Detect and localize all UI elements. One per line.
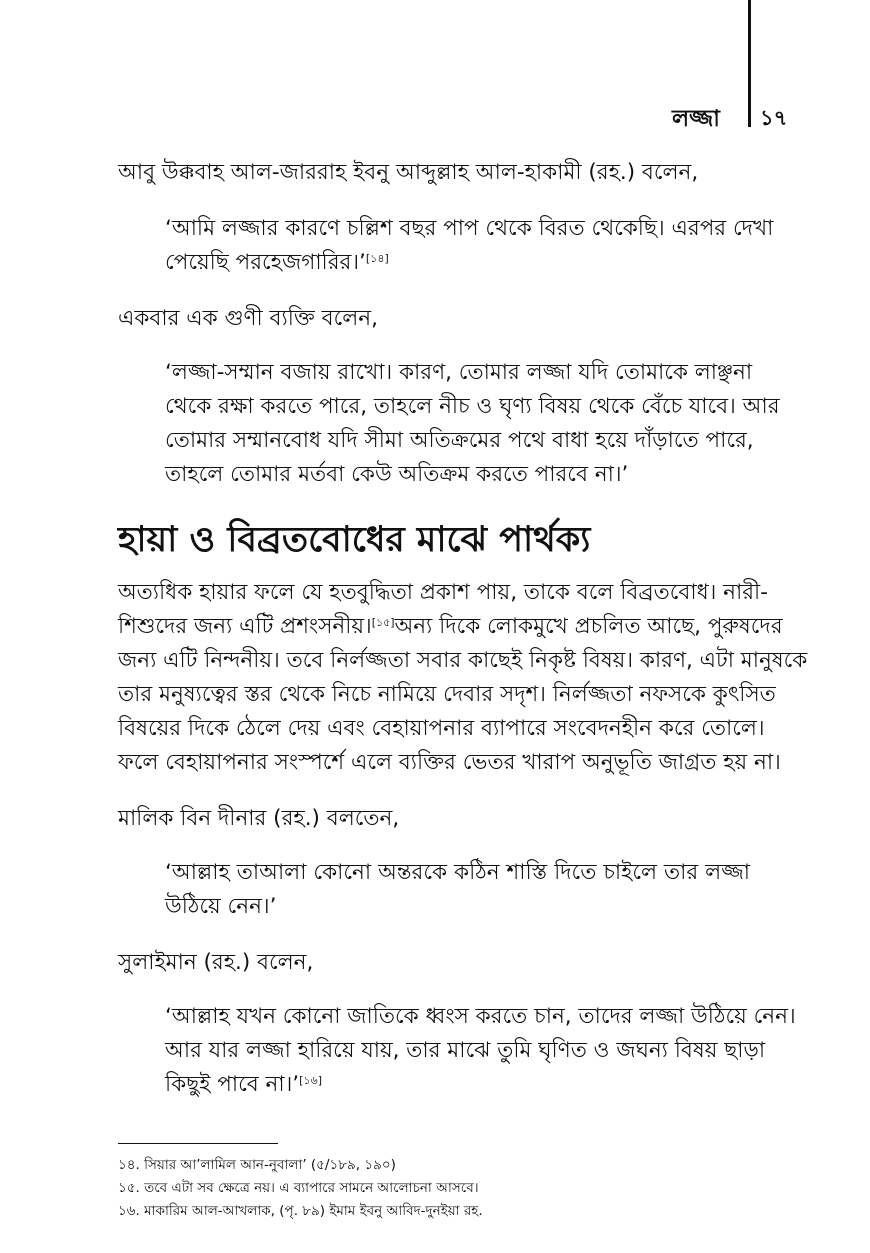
section-heading: হায়া ও বিব্রতবোধের মাঝে পার্থক্য	[118, 520, 591, 560]
running-title: লজ্জা	[672, 106, 720, 132]
paragraph-line: বিষয়ের দিকে ঠেলে দেয় এবং বেহায়াপনার ব্যাপারে সংবেদনহীন করে তোলে।	[118, 716, 765, 741]
footnote-separator	[118, 1143, 278, 1144]
intro-line: একবার এক গুণী ব্যক্তি বলেন,	[118, 306, 378, 331]
footnote: ১৬. মাকারিম আল-আখলাক, (পৃ. ৮৯) ইমাম ইবনু আবিদ-দুনইয়া রহ.	[118, 1203, 483, 1219]
quote-line: তাহলে তোমার মর্তবা কেউ অতিক্রম করতে পারবে না।’	[165, 462, 629, 487]
page-number: ১৭	[760, 106, 788, 130]
quote-line: ‘আল্লাহ যখন কোনো জাতিকে ধ্বংস করতে চান, তাদের লজ্জা উঠিয়ে নেন।	[165, 1004, 796, 1029]
intro-line: আবু উক্কবাহ আল-জাররাহ ইবনু আব্দুল্লাহ আল-হাকামী (রহ.) বলেন,	[118, 160, 699, 185]
paragraph-line: জন্য এটি নিন্দনীয়। তবে নির্লজ্জতা সবার কাছেই নিকৃষ্ট বিষয়। কারণ, এটা মানুষকে	[118, 648, 808, 673]
quote-line: পেয়েছি পরহেজগারির।’[১৪]	[165, 250, 389, 275]
paragraph-line: অত্যধিক হায়ার ফলে যে হতবুদ্ধিতা প্রকাশ পায়, তাকে বলে বিব্রতবোধ। নারী-	[118, 580, 768, 605]
footnote: ১৪. সিয়ার আ’লামিল আন-নুবালা’ (৫/১৮৯, ১৯০)	[118, 1157, 396, 1173]
paragraph-line: তার মনুষ্যত্বের স্তর থেকে নিচে নামিয়ে দেবার সদৃশ। নির্লজ্জতা নফসকে কুৎসিত	[118, 682, 776, 707]
header-vertical-rule	[748, 0, 751, 127]
paragraph-line: শিশুদের জন্য এটি প্রশংসনীয়।[১৫] অন্য দিকে লোকমুখে প্রচলিত আছে, পুরুষদের	[118, 614, 783, 639]
footnote-ref: [১৪]	[365, 252, 389, 265]
intro-line: সুলাইমান (রহ.) বলেন,	[118, 950, 314, 975]
quote-line: থেকে রক্ষা করতে পারে, তাহলে নীচ ও ঘৃণ্য বিষয় থেকে বেঁচে যাবে। আর	[165, 394, 780, 419]
footnote-ref: [১৫]	[371, 616, 395, 629]
footnote: ১৫. তবে এটা সব ক্ষেত্রে নয়। এ ব্যাপারে সামনে আলোচনা আসবে।	[118, 1180, 479, 1196]
paragraph-line: ফলে বেহায়াপনার সংস্পর্শে এলে ব্যক্তির ভেতর খারাপ অনুভূতি জাগ্রত হয় না।	[118, 750, 781, 775]
footnote-ref: [১৬]	[299, 1074, 322, 1087]
intro-line: মালিক বিন দীনার (রহ.) বলতেন,	[118, 806, 400, 831]
quote-line: কিছুই পাবে না।’[১৬]	[165, 1072, 322, 1097]
quote-line: তোমার সম্মানবোধ যদি সীমা অতিক্রমের পথে বাধা হয়ে দাঁড়াতে পারে,	[165, 428, 754, 453]
quote-line: উঠিয়ে নেন।’	[165, 894, 277, 919]
quote-line: আর যার লজ্জা হারিয়ে যায়, তার মাঝে তুমি ঘৃণিত ও জঘন্য বিষয় ছাড়া	[165, 1038, 766, 1063]
quote-line: ‘আমি লজ্জার কারণে চল্লিশ বছর পাপ থেকে বিরত থেকেছি। এরপর দেখা	[165, 216, 774, 241]
quote-line: ‘লজ্জা-সম্মান বজায় রাখো। কারণ, তোমার লজ্জা যদি তোমাকে লাঞ্ছনা	[165, 360, 753, 385]
quote-line: ‘আল্লাহ তাআলা কোনো অন্তরকে কঠিন শাস্তি দিতে চাইলে তার লজ্জা	[165, 860, 750, 885]
